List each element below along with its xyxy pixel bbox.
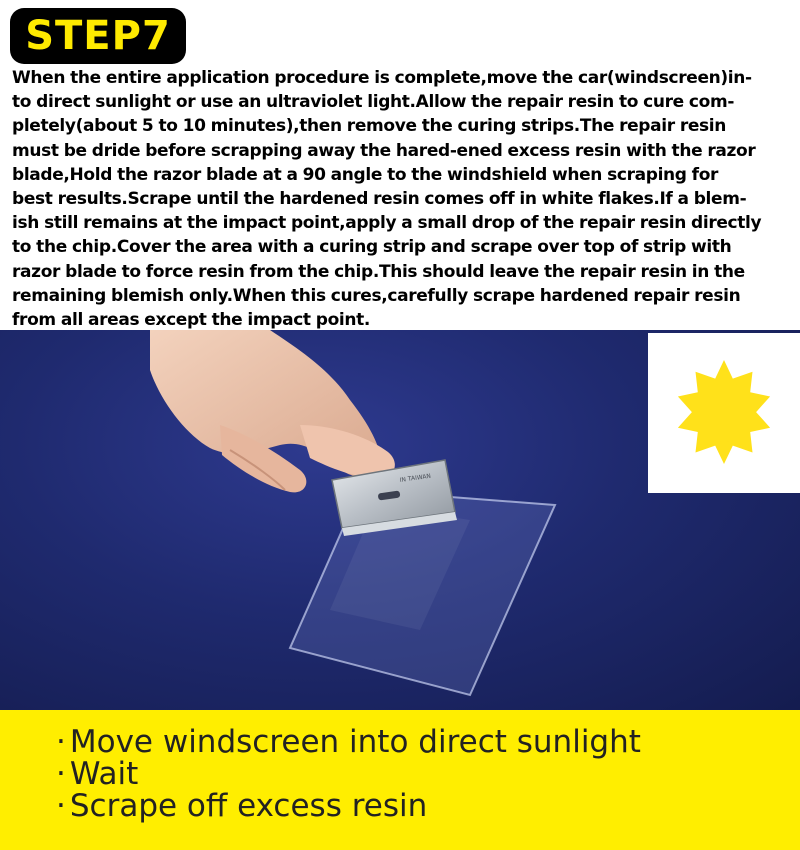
summary-panel <box>0 710 800 850</box>
instruction-line: ish still remains at the impact point,apply a small drop of the repair resin directly <box>12 213 762 234</box>
sun-icon <box>669 358 779 468</box>
hand <box>150 330 395 492</box>
summary-item: · Move windscreen into direct sunlight <box>56 726 800 758</box>
summary-item: · Wait <box>56 758 800 790</box>
summary-item: · Scrape off excess resin <box>56 790 800 822</box>
svg-text:IN TAIWAN: IN TAIWAN <box>399 472 432 484</box>
instructions-paragraph <box>12 66 792 332</box>
instruction-line: When the entire application procedure is complete,move the car(windscreen)in- <box>12 68 752 88</box>
step-title: STEP7 <box>25 13 171 59</box>
sun-icon-panel <box>648 333 800 493</box>
instruction-line: remaining blemish only.When this cures,carefully scrape hardened repair resin <box>12 285 741 306</box>
step-badge <box>10 8 186 64</box>
instruction-line: pletely(about 5 to 10 minutes),then remove the curing strips.The repair resin <box>12 116 727 137</box>
instruction-line: to direct sunlight or use an ultraviolet light.Allow the repair resin to cure com- <box>12 92 735 113</box>
instruction-line: razor blade to force resin from the chip.This should leave the repair resin in the <box>12 261 745 282</box>
instruction-line: best results.Scrape until the hardened resin comes off in white flakes.If a blem- <box>12 189 747 210</box>
instruction-line: from all areas except the impact point. <box>12 310 371 331</box>
summary-list <box>0 710 800 822</box>
instruction-line: to the chip.Cover the area with a curing strip and scrape over top of strip with <box>12 237 732 258</box>
instruction-line: must be dride before scrapping away the hared-ened excess resin with the razor <box>12 140 756 161</box>
instruction-line: blade,Hold the razor blade at a 90 angle to the windshield when scraping for <box>12 164 719 185</box>
